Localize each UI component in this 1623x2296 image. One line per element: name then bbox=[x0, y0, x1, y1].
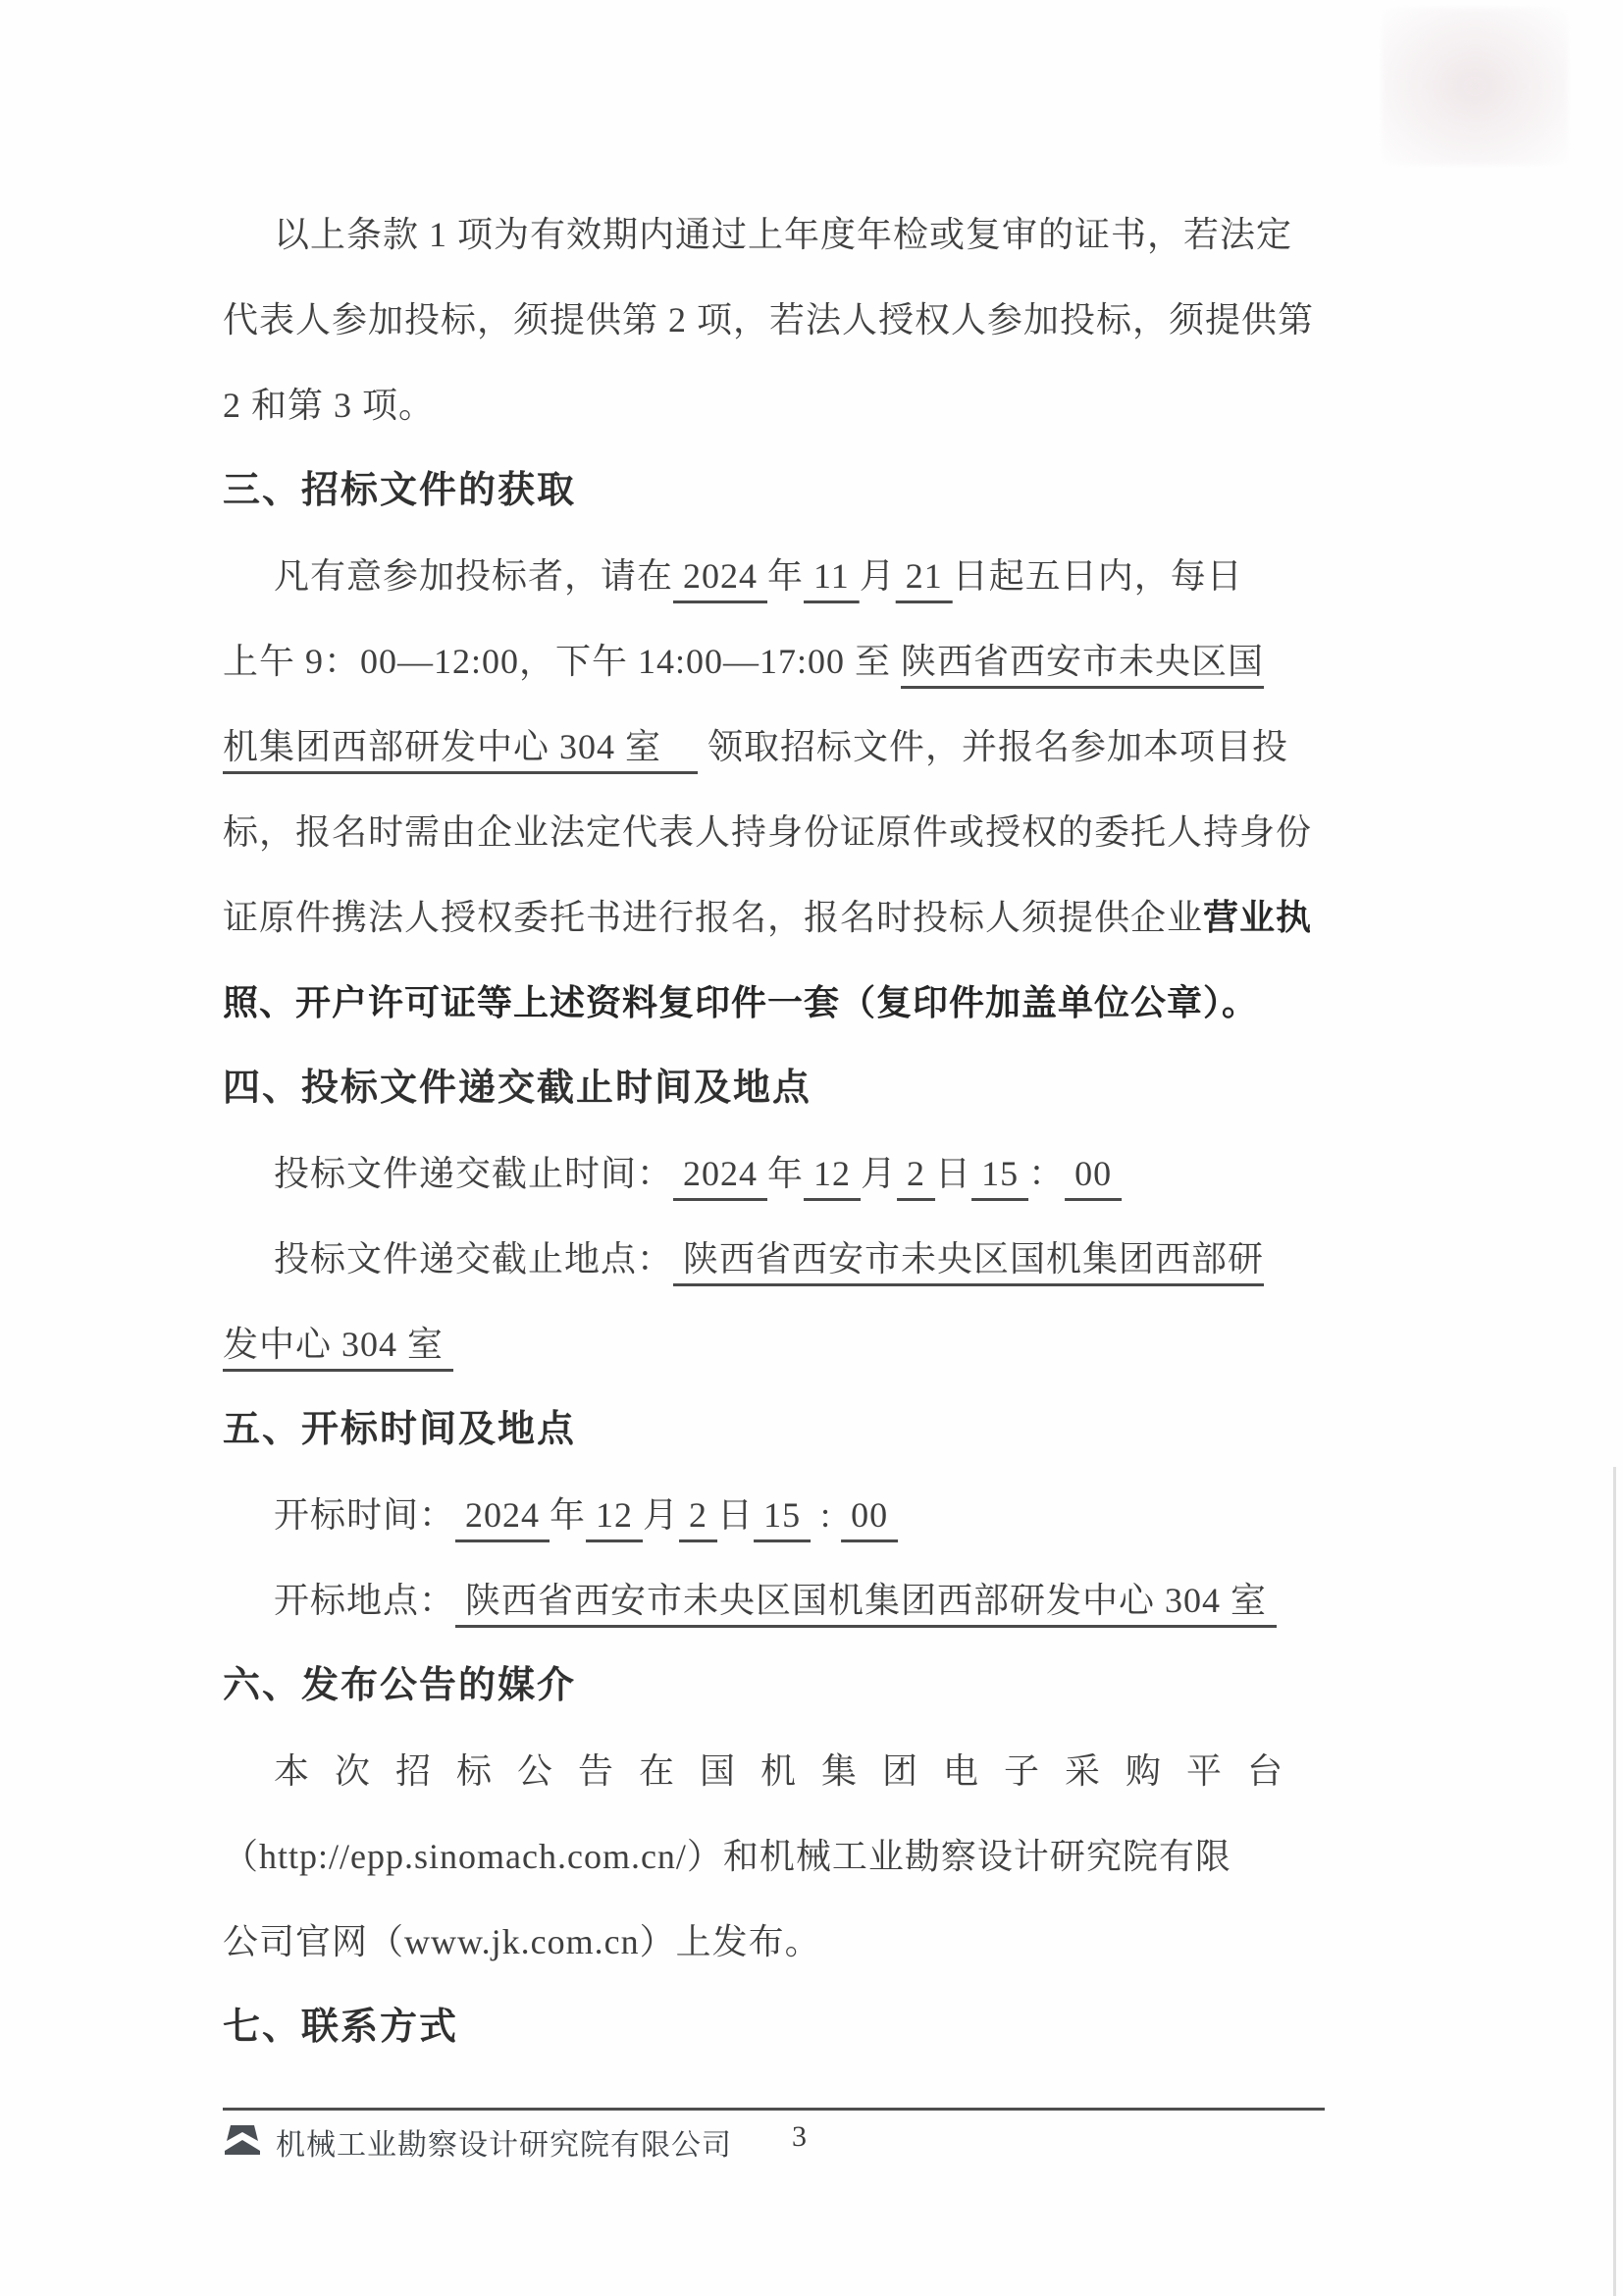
text-segment: 2 和第 3 项。 bbox=[223, 386, 436, 425]
text-segment: 以上条款 1 项为有效期内通过上年度年检或复审的证书，若法定 bbox=[274, 215, 1293, 254]
section-heading bbox=[223, 1387, 1325, 1473]
text-segment: 开标时间： bbox=[274, 1495, 456, 1535]
text-segment: 七、联系方式 bbox=[223, 2007, 459, 2048]
underlined-blank-text: 15 bbox=[971, 1154, 1029, 1193]
section-heading bbox=[223, 1985, 1325, 2070]
text-segment: 公司官网（www.jk.com.cn）上发布。 bbox=[223, 1922, 821, 1961]
text-segment: 三、招标文件的获取 bbox=[223, 470, 577, 511]
underlined-blank-text: 21 bbox=[895, 556, 953, 596]
page-footer bbox=[223, 2108, 1325, 2164]
underlined-blank-text: 00 bbox=[1065, 1154, 1123, 1193]
section-heading bbox=[223, 1046, 1325, 1131]
scan-smudge-artifact bbox=[1382, 8, 1568, 165]
text-segment: 凡有意参加投标者，请在 bbox=[274, 556, 674, 596]
text-segment: 五、开标时间及地点 bbox=[223, 1409, 577, 1450]
paragraph-line bbox=[223, 619, 1325, 704]
text-segment: 六、发布公告的媒介 bbox=[223, 1665, 577, 1706]
text-segment: 日 bbox=[717, 1495, 755, 1535]
paragraph-line bbox=[223, 704, 1325, 790]
text-segment: （http://epp.sinomach.com.cn/）和机械工业勘察设计研究院有限 bbox=[223, 1837, 1231, 1876]
underlined-blank-text: 12 bbox=[586, 1495, 644, 1535]
section-heading bbox=[223, 448, 1325, 534]
paragraph-line bbox=[223, 1217, 1325, 1302]
text-segment: 代表人参加投标，须提供第 2 项，若法人授权人参加投标，须提供第 bbox=[223, 300, 1315, 339]
text-segment: 领取招标文件，并报名参加本项目投 bbox=[698, 727, 1289, 766]
text-segment: 证原件携法人授权委托书进行报名，报名时投标人须提供企业 bbox=[223, 898, 1204, 937]
underlined-blank-text: 机集团西部研发中心 304 室 bbox=[223, 727, 699, 766]
text-segment: 日 bbox=[935, 1154, 972, 1193]
paragraph-line bbox=[223, 192, 1325, 278]
underlined-blank-text: 2 bbox=[897, 1154, 936, 1193]
paragraph-line bbox=[223, 278, 1325, 363]
text-segment: 投标文件递交截止时间： bbox=[274, 1154, 674, 1193]
underlined-blank-text: 陕西省西安市未央区国机集团西部研发中心 304 室 bbox=[455, 1581, 1278, 1620]
underlined-blank-text: 2 bbox=[679, 1495, 718, 1535]
page-number: 3 bbox=[792, 2120, 807, 2153]
paragraph-line bbox=[223, 1729, 1325, 1814]
paragraph-line bbox=[223, 1302, 1325, 1387]
paragraph-line bbox=[223, 1131, 1325, 1217]
scanner-edge-line bbox=[1613, 1467, 1616, 2296]
underlined-blank-text: 00 bbox=[841, 1495, 899, 1535]
paragraph-line bbox=[223, 1900, 1325, 1985]
text-segment: 开标地点： bbox=[274, 1581, 456, 1620]
underlined-blank-text: 陕西省西安市未央区国机集团西部研 bbox=[673, 1239, 1265, 1278]
text-segment: 标，报名时需由企业法定代表人持身份证原件或授权的委托人持身份 bbox=[223, 812, 1313, 852]
text-segment: 年 bbox=[767, 1154, 805, 1193]
paragraph-line bbox=[223, 790, 1325, 875]
paragraph-line bbox=[223, 534, 1325, 619]
text-segment: 营业执 bbox=[1203, 898, 1313, 937]
text-segment: 四、投标文件递交截止时间及地点 bbox=[223, 1068, 812, 1109]
text-segment: ： bbox=[1028, 1154, 1066, 1193]
paragraph-line bbox=[223, 961, 1325, 1046]
company-mountain-logo-icon bbox=[223, 2124, 262, 2160]
underlined-blank-text: 发中心 304 室 bbox=[223, 1325, 454, 1364]
text-segment: 年 bbox=[550, 1495, 587, 1535]
footer-company-name: 机械工业勘察设计研究院有限公司 bbox=[276, 2129, 732, 2162]
paragraph-line bbox=[223, 1558, 1325, 1644]
text-segment: 投标文件递交截止地点： bbox=[274, 1239, 674, 1278]
text-segment: 照、开户许可证等上述资料复印件一套（复印件加盖单位公章）。 bbox=[223, 983, 1259, 1022]
text-segment: 月 bbox=[643, 1495, 680, 1535]
footer-row bbox=[223, 2111, 1325, 2164]
document-body bbox=[223, 192, 1325, 2070]
text-segment: 本次招标公告在国机集团电子采购平台 bbox=[274, 1751, 1309, 1791]
underlined-blank-text: 陕西省西安市未央区国 bbox=[901, 642, 1265, 681]
underlined-blank-text: 11 bbox=[804, 556, 860, 596]
paragraph-line bbox=[223, 875, 1325, 961]
underlined-blank-text: 2024 bbox=[673, 1154, 768, 1193]
text-segment: 日起五日内，每日 bbox=[952, 556, 1243, 596]
paragraph-line bbox=[223, 363, 1325, 448]
text-segment: 月 bbox=[859, 556, 896, 596]
text-segment: : bbox=[811, 1495, 842, 1535]
text-segment: 月 bbox=[861, 1154, 898, 1193]
text-segment: 上午 9：00—12:00，下午 14:00—17:00 至 bbox=[223, 642, 902, 681]
text-segment: 年 bbox=[767, 556, 805, 596]
underlined-blank-text: 15 bbox=[754, 1495, 812, 1535]
underlined-blank-text: 2024 bbox=[673, 556, 768, 596]
paragraph-line bbox=[223, 1473, 1325, 1558]
paragraph-line bbox=[223, 1814, 1325, 1900]
section-heading bbox=[223, 1644, 1325, 1729]
underlined-blank-text: 12 bbox=[804, 1154, 862, 1193]
underlined-blank-text: 2024 bbox=[455, 1495, 550, 1535]
